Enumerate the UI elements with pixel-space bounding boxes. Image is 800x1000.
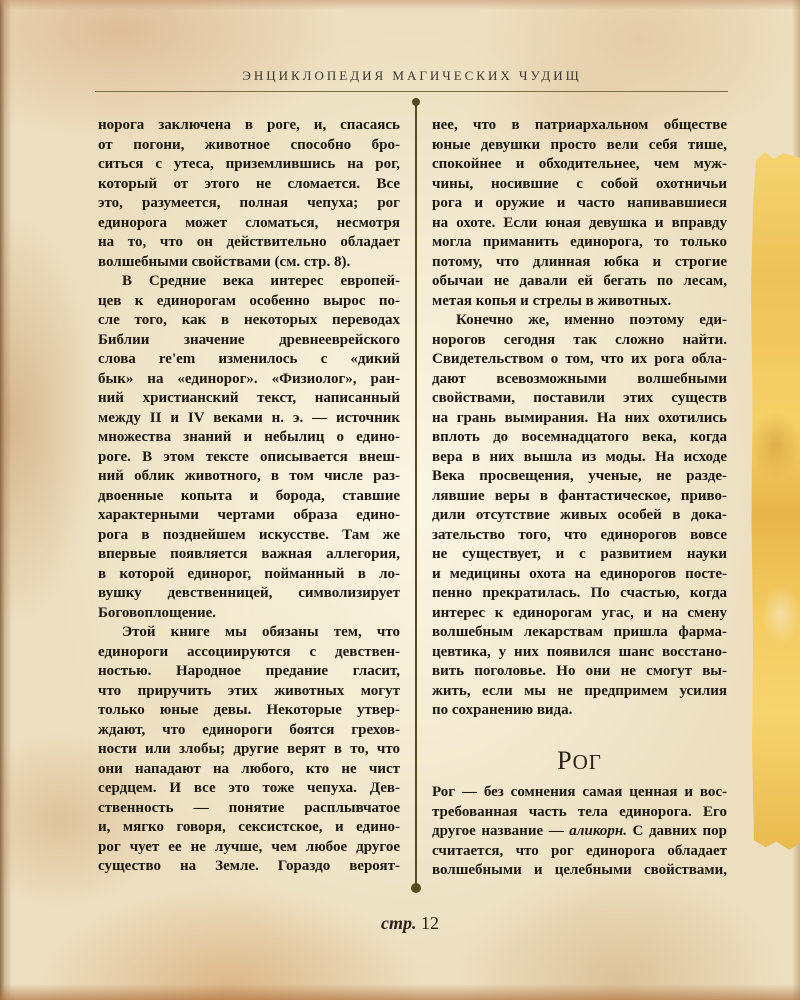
paragraph	[98, 272, 400, 623]
header-rule	[95, 91, 728, 92]
text-line: существо на Земле. Гораздо вероят-	[98, 858, 400, 874]
text-line: характерными чертами образа едино-	[98, 507, 400, 523]
text-line: между II и IV веками н. э. — источник	[98, 409, 400, 426]
divider-bottom-ornament	[411, 883, 421, 893]
text-line: требованная часть тела единорога. Его	[432, 803, 727, 820]
text-line: по сохранению вида.	[432, 702, 573, 718]
text-segment: другое название —	[432, 823, 570, 840]
paragraph	[432, 116, 727, 311]
text-line: ностью. Народное предание гласит,	[98, 663, 400, 679]
text-line: дают всевозможными волшебными	[432, 370, 727, 387]
section-paragraphs	[432, 783, 727, 881]
text-line: чины, носившие с собой охотничьи	[432, 175, 727, 192]
paper-edge-bottom	[0, 984, 800, 1000]
text-line: метая копья и стрелы в животных.	[432, 292, 672, 309]
text-line: они нападают на любого, кто не чист	[98, 760, 400, 777]
text-segment: С давних пор	[626, 823, 727, 840]
right-column-paragraphs	[432, 116, 727, 721]
text-line: это, разумеется, полная чепуха; рог	[98, 195, 400, 211]
text-line: цевтика, у них появился шанс восстано-	[432, 643, 727, 660]
paragraph	[432, 311, 727, 721]
text-line: слова re'em изменилось с «дикий	[98, 351, 400, 367]
text-line: двоенные копыта и борода, ставшие	[98, 487, 400, 504]
text-line: норогов сегодня так сложно найти.	[432, 331, 727, 348]
text-line: юные девушки просто вели себя тише,	[432, 136, 727, 153]
text-line: вера в них вышла из моды. На исходе	[432, 448, 727, 465]
page-number: 12	[421, 913, 439, 933]
text-line: рога и оружие и часто напивавшиеся	[432, 195, 727, 211]
text-line: ственность — понятие расплывчатое	[98, 799, 400, 816]
text-line: ждают, что единороги боятся грехов-	[98, 721, 400, 738]
text-line: волшебным лекарствам пришла фарма-	[432, 624, 727, 640]
right-column	[432, 116, 727, 881]
column-divider	[415, 102, 418, 888]
text-line: бык» на «единорог». «Физиолог», ран-	[98, 370, 400, 387]
text-line: ний христианский текст, написанный	[98, 390, 400, 406]
text-line: и, мягко говоря, сексистское, и едино-	[98, 819, 400, 835]
text-line: дили отсутствие живых особей в дока-	[432, 507, 727, 523]
text-line: нее, что в патриархальном обществе	[432, 117, 727, 133]
text-line: волшебными свойствами (см. стр. 8).	[98, 253, 351, 270]
text-line: могла приманить единорога, то только	[432, 234, 727, 250]
text-line: Рог — без сомнения самая ценная и вос-	[432, 784, 727, 801]
text-line: сле того, как в некоторых переводах	[98, 312, 400, 328]
text-line: считается, что рог единорога обладает	[432, 842, 727, 859]
text-line: единороги ассоциируются с девствен-	[98, 643, 400, 660]
text-line: ности или злобы; другие верят в то, что	[98, 741, 400, 757]
text-line: который от этого не сломается. Все	[98, 175, 400, 192]
text-line: норога заключена в роге, и, спасаясь	[98, 117, 400, 133]
text-line: на грань вымирания. На них охотились	[432, 409, 727, 426]
tape-strip	[751, 152, 800, 850]
page-footer	[310, 910, 510, 936]
text-line: Века просвещения, ученые, не разде-	[432, 468, 727, 484]
paper-edge-left	[0, 0, 12, 1000]
text-line: что приручить этих животных могут	[98, 682, 400, 699]
text-line: множества знаний и небылиц о едино-	[98, 429, 400, 445]
text-line: ситься с утеса, приземлившись на рог,	[98, 156, 400, 172]
text-line: от погони, животное способно бро-	[98, 136, 400, 153]
text-line: спокойнее и обходительнее, чем муж-	[432, 156, 727, 172]
text-line: роге. В этом тексте описывается внеш-	[98, 448, 400, 465]
text-line: вить поголовье. Но они не смогут вы-	[432, 663, 727, 679]
text-line: пенно прекратилась. По счастью, когда	[432, 585, 727, 601]
tape-stain	[751, 410, 800, 480]
text-line: вушку девственницей, символизирует	[98, 585, 400, 601]
left-column-paragraphs	[98, 116, 400, 877]
text-line: свойствами, поставили этих существ	[432, 390, 727, 406]
text-line: в которой единорог, пойманный в ло-	[98, 565, 400, 582]
text-line: лявшие веры в фантастическое, приво-	[432, 487, 727, 504]
text-line: сердцем. И все это тоже чепуха. Дев-	[98, 780, 400, 796]
text-line: и медицины охота на единорогов посте-	[432, 565, 727, 582]
divider-top-ornament	[412, 98, 420, 106]
text-line: на то, что он действительно обладает	[98, 234, 400, 250]
text-line: на охоте. Если юная девушка и вправду	[432, 214, 727, 231]
section-heading: РОГ	[557, 745, 602, 775]
text-line: интерес к единорогам угас, и на смену	[432, 604, 727, 621]
text-line: рог чует ее не лучше, чем любое другое	[98, 838, 400, 855]
text-line: Конечно же, именно поэтому еди-	[456, 312, 727, 328]
text-line: Боговоплощение.	[98, 604, 217, 621]
text-line: потому, что длинная юбка и строгие	[432, 253, 727, 270]
text-line: Этой книге мы обязаны тем, что	[122, 624, 400, 640]
text-line: впервые появляется важная аллегория,	[98, 546, 400, 562]
text-line: жить, если мы не предпримем усилия	[432, 682, 727, 699]
text-line: волшебными и целебными свойствами,	[432, 862, 727, 879]
text-line: цев к единорогам особенно вырос по-	[98, 292, 400, 309]
text-line: рога в позднейшем искусстве. Там же	[98, 526, 400, 543]
text-line	[432, 822, 727, 842]
text-line: ний облик животного, в том числе раз-	[98, 468, 400, 484]
text-line: зательство того, что единорогов вовсе	[432, 526, 727, 543]
left-column	[98, 116, 400, 877]
paragraph	[98, 623, 400, 877]
running-header: ЭНЦИКЛОПЕДИЯ МАГИЧЕСКИХ ЧУДИЩ	[242, 68, 582, 83]
text-line: единорога может сломаться, несмотря	[98, 214, 400, 231]
text-line: обычаи не давали ей бегать по лесам,	[432, 273, 727, 289]
paragraph	[432, 783, 727, 881]
text-line: вплоть до восемнадцатого века, когда	[432, 429, 727, 445]
italic-term: аликорн.	[569, 823, 627, 840]
text-line: Библии значение древнееврейского	[98, 331, 400, 348]
page-label: стр.	[381, 913, 417, 933]
tape-worn-spot	[762, 585, 800, 645]
paragraph	[98, 116, 400, 272]
text-line: только юные девы. Некоторые утвер-	[98, 702, 400, 718]
text-line: В Средние века интерес европей-	[122, 273, 400, 289]
text-line: не существует, и с развитием науки	[432, 546, 727, 562]
text-line: Свидетельством о том, что их рога обла-	[432, 351, 727, 367]
paper-edge-top	[0, 0, 800, 10]
